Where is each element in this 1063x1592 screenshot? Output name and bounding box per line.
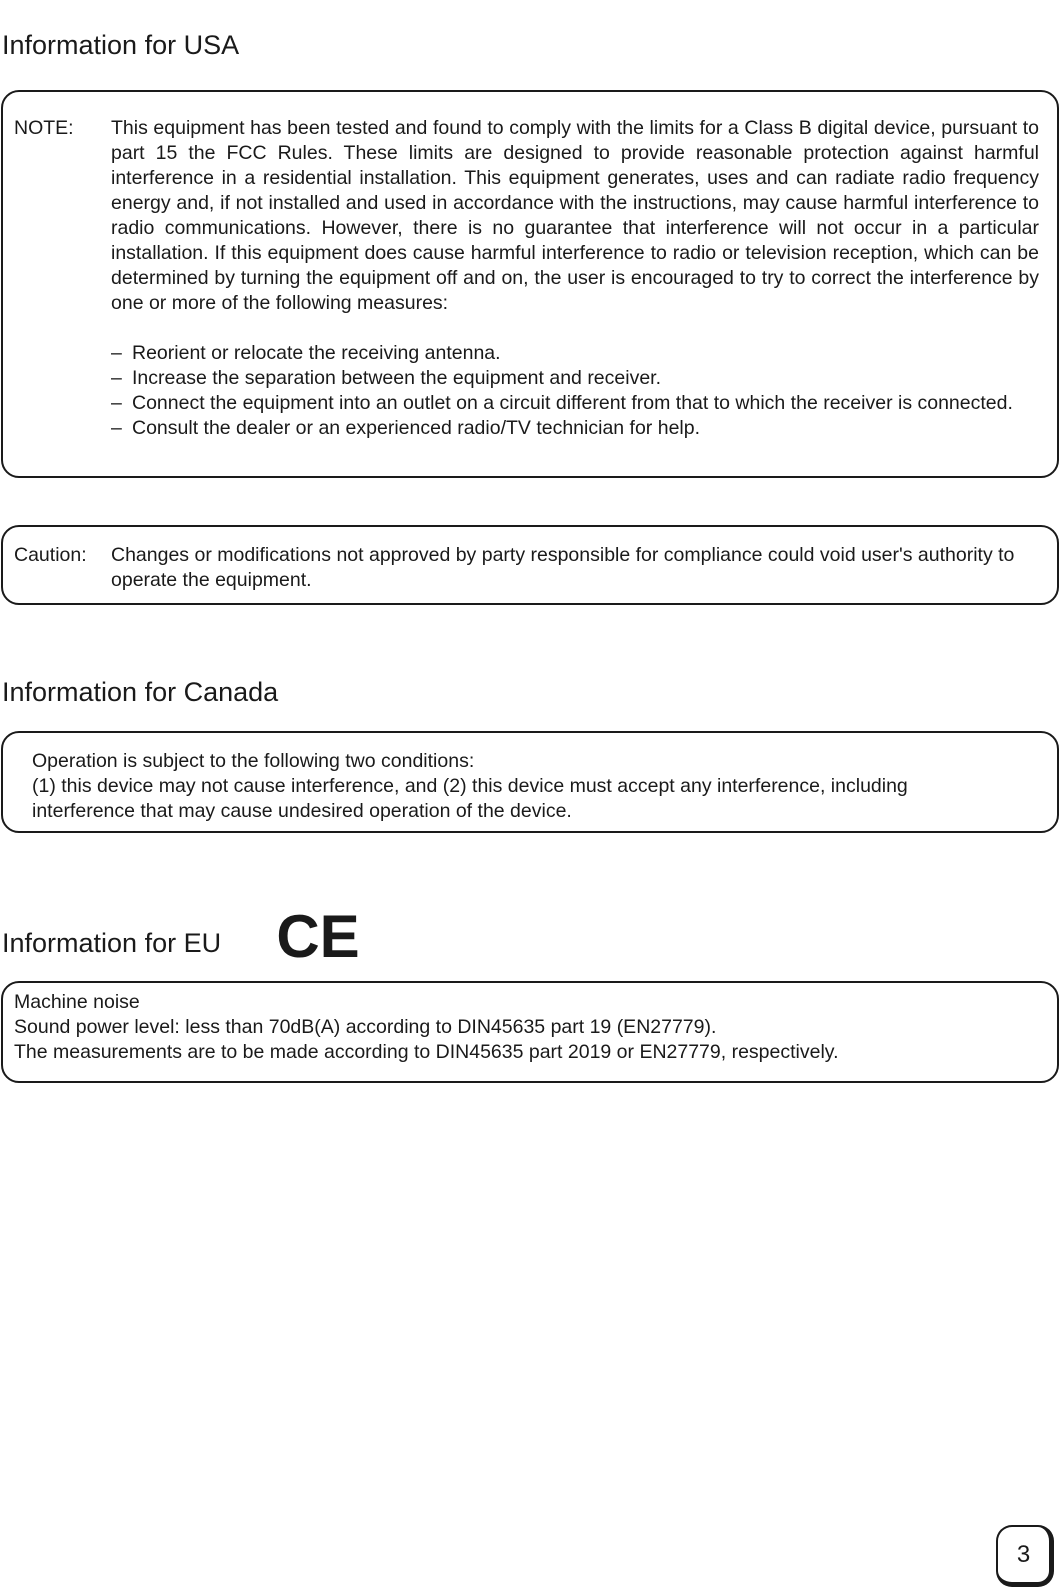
ce-mark-icon <box>276 903 360 970</box>
measure-text: Increase the separation between the equipment and receiver. <box>132 367 662 389</box>
measure-text: Reorient or relocate the receiving antenna. <box>132 342 501 364</box>
caution-text: Changes or modifications not approved by party responsible for compliance could void user's authority to operate the equipment. <box>111 544 1015 591</box>
note-content <box>111 116 1039 441</box>
measure-item <box>111 341 1039 366</box>
caution-box <box>1 525 1059 605</box>
fcc-note <box>14 116 1039 441</box>
usa-heading: Information for USA <box>2 30 240 60</box>
note-text: This equipment has been tested and found to comply with the limits for a Class B digital device, pursuant to part 15 the FCC Rules. These limits are designed to provide reasonable protection against harmful interference in a residential installation. This equipment generates, uses and can radiate radio frequency energy and, if not installed and used in accordance with the instructions, may cause harmful interference to radio communications. However, there is no guarantee that interference will not occur in a particular installation. If this equipment does cause harmful interference to radio or television reception, which can be determined by turning the equipment off and on, the user is encouraged to try to correct the interference by one or more of the following measures: <box>111 117 1039 314</box>
dash-bullet: – <box>111 367 122 389</box>
canada-line: (1) this device may not cause interference, and (2) this device must accept any interference, including interference that may cause undesired operation of the device. <box>32 775 908 822</box>
measures-list <box>111 341 1039 441</box>
eu-line: Machine noise <box>14 991 140 1013</box>
measure-text: Consult the dealer or an experienced radio/TV technician for help. <box>132 417 701 439</box>
dash-bullet: – <box>111 417 122 439</box>
eu-heading: Information for EU <box>2 928 222 958</box>
measure-text: Connect the equipment into an outlet on a circuit different from that to which the receiver is connected. <box>132 392 1013 414</box>
ce-mark-label: CE <box>276 903 360 970</box>
measure-item <box>111 391 1039 416</box>
fcc-note-box <box>1 90 1059 478</box>
caution <box>14 543 1039 593</box>
eu-box <box>1 981 1059 1083</box>
eu-line: The measurements are to be made according to DIN45635 part 2019 or EN27779, respectively. <box>14 1041 839 1063</box>
measure-item <box>111 366 1039 391</box>
measure-item <box>111 416 1039 441</box>
dash-bullet: – <box>111 342 122 364</box>
canada-line: Operation is subject to the following two conditions: <box>32 750 475 772</box>
eu-line: Sound power level: less than 70dB(A) according to DIN45635 part 19 (EN27779). <box>14 1016 717 1038</box>
note-label: NOTE: <box>14 117 74 139</box>
canada-heading: Information for Canada <box>2 677 279 707</box>
page-number: 3 <box>996 1525 1054 1587</box>
dash-bullet: – <box>111 392 122 414</box>
canada-box <box>1 731 1059 833</box>
caution-label: Caution: <box>14 544 87 566</box>
